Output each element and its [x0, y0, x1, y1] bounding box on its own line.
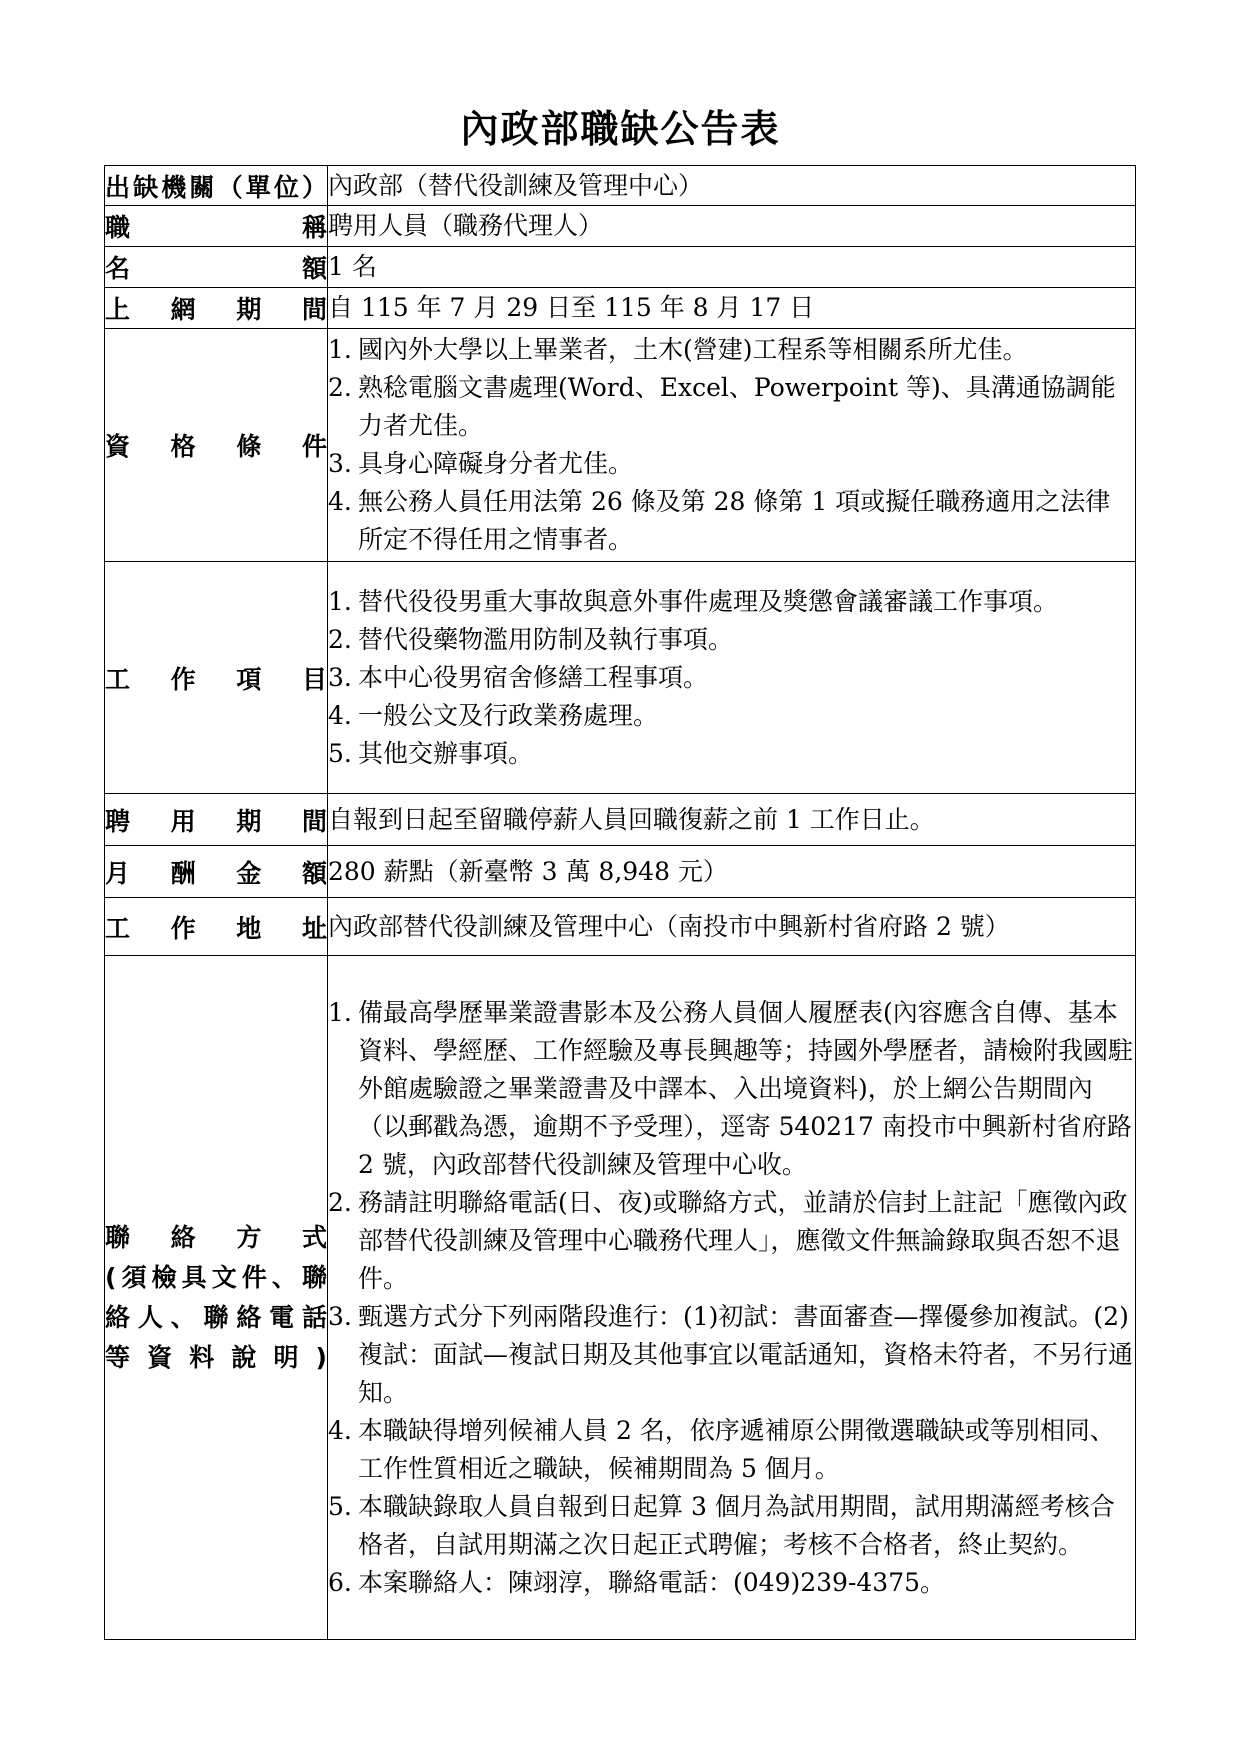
value-work-address: 內政部替代役訓練及管理中心（南投市中興新村省府路 2 號） — [328, 898, 1136, 956]
label-char: 具 — [181, 1262, 207, 1292]
table-row — [105, 794, 1136, 846]
value-quota: 1 名 — [328, 247, 1136, 288]
list-item — [328, 1298, 1135, 1412]
label-char: 酬 — [170, 858, 196, 888]
label-char: 絡 — [105, 1302, 131, 1332]
table-row — [105, 329, 1136, 562]
list-item-text: 甄選方式分下列兩階段進行：(1)初試：書面審查—擇優參加複試。(2)複試：面試—複試日期及其他事宜以電話通知，資格未符者，不另行通知。 — [358, 1301, 1134, 1407]
list-item-text: 其他交辦事項。 — [358, 738, 534, 768]
label-char: 條 — [236, 432, 262, 461]
label-employment-period — [105, 794, 328, 846]
label-char: 聘 — [105, 806, 131, 836]
label-char: 格 — [170, 432, 196, 461]
label-char: 工 — [105, 664, 131, 694]
list-item — [328, 483, 1135, 559]
list-item-text: 熟稔電腦文書處理(Word、Excel、Powerpoint 等)、具溝通協調能力者尤佳。 — [358, 373, 1116, 440]
list-item-number: 1. — [328, 335, 352, 364]
label-char: 間 — [301, 295, 327, 324]
list-item-number: 3. — [328, 449, 352, 478]
list-item — [328, 1412, 1135, 1488]
list-item — [328, 621, 1135, 659]
list-item — [328, 735, 1135, 773]
list-item-text: 本職缺錄取人員自報到日起算 3 個月為試用期間，試用期滿經考核合格者，自試用期滿之次日起正式聘僱；考核不合格者，終止契約。 — [358, 1491, 1115, 1559]
list-item — [328, 331, 1135, 369]
list-item-text: 本中心役男宿舍修繕工程事項。 — [358, 662, 709, 692]
label-text — [105, 168, 327, 204]
label-char: 說 — [231, 1342, 257, 1372]
list-item-number: 3. — [328, 1301, 352, 1331]
value-posting-period: 自 115 年 7 月 29 日至 115 年 8 月 17 日 — [328, 288, 1136, 329]
label-char: 件 — [241, 1262, 267, 1292]
table-row — [105, 247, 1136, 288]
label-text — [105, 909, 327, 945]
list-item-number: 4. — [328, 1415, 352, 1445]
list-item — [328, 1564, 1135, 1602]
table-row — [105, 898, 1136, 956]
label-char: 址 — [301, 913, 327, 943]
value-employment-period: 自報到日起至留職停薪人員回職復薪之前 1 工作日止。 — [328, 794, 1136, 846]
list-item-text: 具身心障礙身分者尤佳。 — [358, 449, 634, 478]
label-char: 出 — [105, 172, 131, 202]
label-duties — [105, 562, 328, 794]
label-qualifications — [105, 329, 328, 562]
table-row — [105, 956, 1136, 1640]
label-posting-period — [105, 288, 328, 329]
label-char: 方 — [236, 1222, 262, 1252]
value-salary: 280 薪點（新臺幣 3 萬 8,948 元） — [328, 846, 1136, 898]
label-char: 作 — [170, 913, 196, 943]
contact-list — [328, 994, 1135, 1602]
table-row — [105, 288, 1136, 329]
list-item-number: 2. — [328, 373, 352, 402]
label-char: 、 — [170, 1302, 196, 1332]
label-char: 缺 — [133, 172, 159, 202]
list-item — [328, 583, 1135, 621]
label-char: 電 — [269, 1302, 295, 1332]
label-char: 目 — [301, 664, 327, 694]
label-char: 絡 — [170, 1222, 196, 1252]
label-char: 檢 — [151, 1262, 177, 1292]
list-item-number: 3. — [328, 662, 352, 692]
table-row — [105, 562, 1136, 794]
list-item-number: 2. — [328, 624, 352, 654]
list-item-text: 一般公文及行政業務處理。 — [358, 700, 659, 730]
label-text — [105, 854, 327, 890]
value-contact — [328, 956, 1136, 1640]
label-char: 人 — [137, 1302, 163, 1332]
table-row — [105, 846, 1136, 898]
label-char: 明 — [273, 1342, 299, 1372]
contact-label-line — [105, 1298, 327, 1338]
contact-label-line — [105, 1258, 327, 1298]
label-char: 料 — [189, 1342, 215, 1372]
label-char: 地 — [236, 913, 262, 943]
label-char: 等 — [105, 1342, 131, 1372]
page-title: 內政部職缺公告表 — [460, 107, 781, 151]
label-text — [105, 427, 327, 463]
list-item-text: 替代役藥物濫用防制及執行事項。 — [358, 624, 734, 654]
label-char: ) — [315, 1342, 327, 1372]
duties-list — [328, 583, 1135, 773]
label-char: 額 — [301, 858, 327, 888]
label-char: （ — [217, 172, 243, 202]
label-contact — [105, 956, 328, 1640]
label-char: 職 — [105, 213, 131, 242]
list-item-number: 4. — [328, 487, 352, 516]
label-char: 聯 — [301, 1262, 327, 1292]
list-item-text: 本案聯絡人：陳翊淳，聯絡電話：(049)239-4375。 — [358, 1567, 946, 1597]
contact-label-line — [105, 1338, 327, 1378]
label-char: 位 — [273, 172, 299, 202]
list-item — [328, 697, 1135, 735]
label-char: 期 — [236, 806, 262, 836]
list-item-number: 6. — [328, 1567, 352, 1597]
job-notice-table — [104, 165, 1136, 1640]
list-item-text: 無公務人員任用法第 26 條及第 28 條第 1 項或擬任職務適用之法律所定不得任用之情事者。 — [358, 487, 1111, 554]
value-agency: 內政部（替代役訓練及管理中心） — [328, 166, 1136, 206]
label-text — [105, 249, 327, 285]
list-item-number: 5. — [328, 1491, 352, 1521]
label-char: 須 — [121, 1262, 147, 1292]
list-item — [328, 1488, 1135, 1564]
list-item-number: 4. — [328, 700, 352, 730]
list-item-text: 備最高學歷畢業證書影本及公務人員個人履歷表(內容應含自傳、基本資料、學經歷、工作經驗及專長興趣等；持國外學歷者，請檢附我國駐外館處驗證之畢業證書及中譯本、入出境資料)，於上網公告期間內（以郵戳為憑，逾期不予受理），逕寄 540217 南投市中興新村省府路 2 號，內政部替代役訓練及管理中心收。 — [358, 997, 1134, 1179]
label-char: 名 — [105, 254, 131, 283]
label-char: 工 — [105, 913, 131, 943]
list-item-number: 2. — [328, 1187, 352, 1217]
label-char: 資 — [147, 1342, 173, 1372]
label-title — [105, 206, 328, 247]
label-char: 用 — [170, 806, 196, 836]
label-char: 上 — [105, 295, 131, 324]
label-quota — [105, 247, 328, 288]
label-text — [105, 290, 327, 326]
list-item-text: 務請註明聯絡電話(日、夜)或聯絡方式，並請於信封上註記「應徵內政部替代役訓練及管理中心職務代理人」，應徵文件無論錄取與否恕不退件。 — [358, 1187, 1128, 1293]
label-char: 資 — [105, 432, 131, 461]
list-item-text: 國內外大學以上畢業者，土木(營建)工程系等相關系所尤佳。 — [358, 335, 1028, 364]
value-qualifications — [328, 329, 1136, 562]
qualifications-list — [328, 331, 1135, 559]
label-char: 稱 — [301, 213, 327, 242]
label-char: 單 — [245, 172, 271, 202]
value-duties — [328, 562, 1136, 794]
label-salary — [105, 846, 328, 898]
list-item-number: 1. — [328, 997, 352, 1027]
list-item-text: 替代役役男重大事故與意外事件處理及獎懲會議審議工作事項。 — [358, 586, 1059, 616]
label-text — [105, 802, 327, 838]
list-item — [328, 659, 1135, 697]
label-char: 網 — [170, 295, 196, 324]
list-item-text: 本職缺得增列候補人員 2 名，依序遞補原公開徵選職缺或等別相同、工作性質相近之職缺，候補期間為 5 個月。 — [358, 1415, 1115, 1483]
label-agency — [105, 166, 328, 206]
label-char: 作 — [170, 664, 196, 694]
label-char: 話 — [301, 1302, 327, 1332]
label-char: 聯 — [105, 1222, 131, 1252]
label-char: ( — [105, 1262, 117, 1292]
label-char: 關 — [189, 172, 215, 202]
label-text — [105, 660, 327, 696]
list-item-number: 5. — [328, 738, 352, 768]
list-item — [328, 994, 1135, 1184]
list-item — [328, 1184, 1135, 1298]
label-char: 件 — [301, 432, 327, 461]
label-char: 機 — [161, 172, 187, 202]
label-char: 文 — [211, 1262, 237, 1292]
list-item — [328, 369, 1135, 445]
contact-label-line — [105, 1218, 327, 1258]
label-char: 月 — [105, 858, 131, 888]
label-char: ） — [301, 172, 327, 202]
label-char: 額 — [301, 254, 327, 283]
list-item — [328, 445, 1135, 483]
label-char: 期 — [236, 295, 262, 324]
table-row — [105, 206, 1136, 247]
value-title: 聘用人員（職務代理人） — [328, 206, 1136, 247]
label-char: 金 — [236, 858, 262, 888]
label-work-address — [105, 898, 328, 956]
label-char: 式 — [301, 1222, 327, 1252]
label-text — [105, 208, 327, 244]
label-char: 間 — [301, 806, 327, 836]
list-item-number: 1. — [328, 586, 352, 616]
label-char: 項 — [236, 664, 262, 694]
contact-label-lines — [105, 1218, 327, 1378]
label-char: 絡 — [236, 1302, 262, 1332]
label-char: 聯 — [203, 1302, 229, 1332]
label-char: 、 — [271, 1262, 297, 1292]
table-row — [105, 166, 1136, 206]
